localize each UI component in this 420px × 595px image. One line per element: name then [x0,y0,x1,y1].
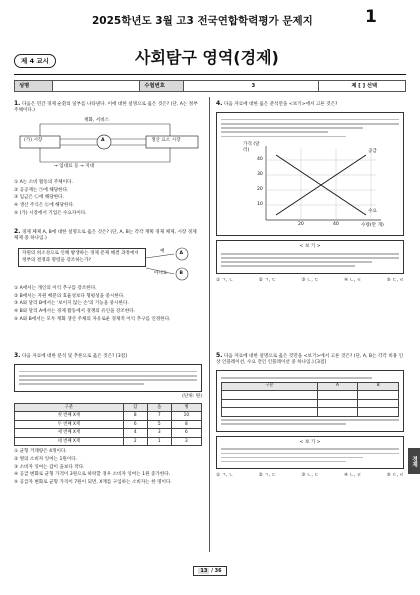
table-row [15,429,202,438]
choice-3[interactable]: ③ ㄴ, ㄷ [301,277,319,283]
yes-label: 예 [160,249,165,255]
choice-5[interactable]: ⑤ ㄷ, ㄹ [386,277,404,283]
table-cell: 4 [123,429,147,438]
table-row [222,408,399,417]
supply-label: 공급 [368,149,377,155]
choice-5[interactable]: ⑤ 공급자 변화로 균형 가격이 7원이 되면, X재를 구입하는 소비자는 한 명이다. [14,479,172,485]
table-cell: 3 [171,437,201,446]
question-number: 1. [14,100,21,107]
unit-label: (단위: 원) [182,393,202,399]
table-cell: 1 [147,437,171,446]
choices [216,473,404,479]
exam-no-label: 수험번호 [140,81,184,91]
question-5 [216,352,404,479]
no-label: 아니요 [154,271,168,277]
table-cell: 8 [171,420,201,429]
question-stem: 다음 자료에 대한 옳은 분석만을 <보기>에서 고른 것은? [223,102,338,107]
y-tick: 30 [257,172,263,178]
current-page: 13 [200,568,208,574]
y-tick: 10 [257,202,263,208]
supply-demand-chart [221,140,399,232]
exam-no-field[interactable]: 3 [184,81,319,91]
question-1 [14,100,202,217]
question-stem: 다음은 민간 경제 순환의 일부를 나타낸다. 이에 대한 설명으로 옳은 것은? (단, A는 정부 주체이다.) [14,102,198,114]
decision-diagram [14,246,202,284]
y-axis-label: 가격 (달러) [243,142,260,154]
question-number: 5. [216,352,223,359]
page-number: 1 [365,7,377,27]
question-stem: 다음 자료에 대한 분석 및 추론으로 옳은 것은? [3점] [21,354,127,359]
x-tick: 20 [298,222,304,228]
market-right-label: 생산 요소 시장 [151,138,181,144]
table-cell: 7 [147,412,171,421]
table-row [222,391,399,400]
choices [14,180,202,217]
choice-3[interactable]: ③ ㄴ, ㄷ [301,473,319,479]
subject-side-tab: 경제 [408,448,420,474]
name-field[interactable] [53,81,141,91]
circular-flow-diagram [14,118,202,178]
table-row [15,437,202,446]
choice-1[interactable]: ① 균형 거래량은 4개이다. [14,449,67,455]
table-cell: 2 [123,437,147,446]
column-divider [209,97,210,552]
choice-2[interactable]: ② ㄱ, ㄷ [258,277,277,283]
x-axis-label: 수량(만 개) [361,223,384,229]
session-label: 제 4 교시 [14,54,56,68]
market-left-label: (가) 시장 [24,138,43,144]
node-a: A [101,138,105,144]
table-cell: 3 [147,429,171,438]
utility-table [14,403,202,447]
choice-4[interactable]: ④ ㄴ, ㄹ [343,473,362,479]
table-cell: 6 [123,420,147,429]
table-cell: 첫 번째 X재 [15,412,124,421]
question-2 [14,228,202,323]
table-header: 병 [171,403,201,412]
table-cell: 세 번째 X재 [15,429,124,438]
flow-top-label: 재화, 서비스 [84,118,110,124]
choice-1[interactable]: ① A에서는 개인의 이익 추구를 강조한다. [14,285,97,291]
table-header: 을 [147,403,171,412]
y-tick: 20 [257,187,263,193]
choices [14,286,202,323]
choices [14,449,202,486]
flow-bottom-label: → 임대료 등 → 지대 [54,164,95,170]
decision-question-box: 자원의 희소성으로 인해 발생하는 경제 문제 해결 과정에서 정부의 결정과 명령을 강조하는가? [18,248,146,266]
table-cell: 두 번째 X재 [15,420,124,429]
table-cell: 5 [147,420,171,429]
table-header: B [358,382,399,391]
choice-5[interactable]: ⑤ A와 B에서는 모두 재화 생산 주체의 자유로운 경제적 이익 추구를 인정한다. [14,316,171,322]
choice-4[interactable]: ④ ㄴ, ㄹ [343,277,362,283]
choice-1[interactable]: ① ㄱ, ㄴ [216,473,234,479]
table-cell: 10 [171,412,201,421]
passage-box [216,370,404,431]
node-b: B [179,271,184,277]
question-4 [216,100,404,284]
choice-3[interactable]: ③ 소비자 잉여는 갑이 을보다 작다. [14,464,85,470]
node-a: A [179,251,184,257]
bogi-title: < 보 기 > [299,244,321,250]
question-number: 2. [14,228,21,235]
choice-5[interactable]: ⑤ (가) 시장에서 기업은 수요자이다. [14,210,87,216]
inflation-table [221,382,399,417]
x-tick: 40 [333,222,339,228]
table-row [15,420,202,429]
choice-4[interactable]: ④ 생산 주식은 ㉢에 해당한다. [14,202,75,208]
choice-2[interactable]: ② 공공재는 ㉠에 해당한다. [14,187,69,193]
table-header: 구분 [222,382,318,391]
choice-label: 제 [ ] 선택 [351,83,378,89]
info-bar [14,80,406,92]
table-header: 갑 [123,403,147,412]
table-header: A [317,382,358,391]
passage-box [216,112,404,236]
question-3 [14,352,202,486]
choice-4[interactable]: ④ B와 달리 A에서는 경제 활동에서 경쟁의 유인을 강조한다. [14,308,136,314]
choice-2[interactable]: ② 병의 소비자 잉여는 1원이다. [14,456,78,462]
header-divider [14,74,406,75]
passage-box [14,364,202,391]
choices [216,278,404,284]
y-tick: 40 [257,157,263,163]
choice-2[interactable]: ② B에서는 자원 배분의 효율성보다 형평성을 중시한다. [14,293,125,299]
question-number: 4. [216,100,223,107]
table-cell: 8 [123,412,147,421]
question-stem: 경제 체제 A, B에 대한 설명으로 옳은 것은? (단, A, B는 각각 계획 경제 체제, 시장 경제 체제 중 하나임.) [14,230,197,242]
footer-page-indicator [193,566,227,576]
bogi-box [216,436,404,470]
exam-title: 2025학년도 3월 고3 전국연합학력평가 문제지 [92,15,313,27]
choice-4[interactable]: ④ 공급 변화로 균형 가격이 3원으로 하락할 경우 소비자 잉여는 1원 증가한다. [14,472,171,478]
question-number: 3. [14,352,21,359]
table-cell: 네 번째 X재 [15,437,124,446]
table-row [222,399,399,408]
choice-1[interactable]: ① ㄱ, ㄴ [216,277,234,283]
choice-3[interactable]: ③ A와 달리 B에서는 '보이지 않는 손'의 기능을 중시한다. [14,301,129,307]
total-pages: 36 [214,568,222,574]
page-separator: / [211,568,213,574]
table-cell: 6 [171,429,201,438]
table-row [15,412,202,421]
choice-5[interactable]: ⑤ ㄷ, ㄹ [386,473,404,479]
choice-3[interactable]: ③ 임금은 ㉡에 해당한다. [14,195,65,201]
bogi-box [216,240,404,274]
choice-2[interactable]: ② ㄱ, ㄷ [258,473,277,479]
demand-label: 수요 [368,209,377,215]
bogi-title: < 보 기 > [299,439,321,445]
question-stem: 다음 자료에 대한 설명으로 옳은 것만을 <보기>에서 고른 것은? (단, A, B는 각각 비용 인상 인플레이션, 수요 견인 인플레이션 중 하나임.) [3점] [216,354,404,366]
subject-title: 사회탐구 영역(경제) [135,48,279,67]
choice-1[interactable]: ① A는 소비 활동의 주체이다. [14,179,73,185]
table-header: 구분 [15,403,124,412]
name-label: 성명 [15,81,53,91]
